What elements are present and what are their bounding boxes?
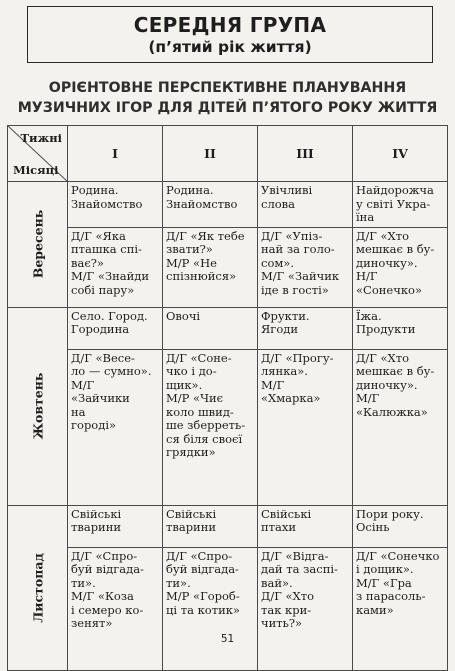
game-line: «Калюжка»: [356, 404, 428, 419]
topic-cell: [258, 182, 353, 228]
topic-line: Свійські: [166, 506, 217, 521]
game-line: М/Г: [261, 377, 285, 392]
topic-line: їна: [356, 210, 375, 224]
game-line: Д/Г «Весе-: [71, 350, 135, 365]
topic-cell: [353, 182, 448, 228]
topic-line: Свійські: [261, 506, 312, 521]
game-line: спізнюйся»: [166, 269, 237, 283]
game-line: Д/Г «Соне-: [166, 350, 232, 365]
topic-line: Найдорожча: [356, 183, 434, 197]
game-line: М/Р «Гороб-: [166, 589, 240, 603]
games-cell: [258, 547, 353, 670]
month-cell: [8, 505, 68, 670]
game-line: іде в гості»: [261, 282, 329, 297]
topic-line: Знайомство: [71, 196, 143, 211]
topic-line: Увічливі: [261, 183, 313, 197]
topic-line: Пори року.: [356, 506, 424, 521]
games-row: [8, 547, 448, 670]
game-line: ти».: [166, 575, 191, 590]
table-header-row: [8, 126, 448, 182]
month-cell: [8, 182, 68, 308]
topic-cell: [68, 182, 163, 228]
game-line: Д/Г «Упіз-: [261, 228, 323, 243]
topic-line: Родина.: [71, 183, 119, 197]
games-cell: [353, 547, 448, 670]
game-line: диночку».: [356, 377, 418, 392]
game-line: грядки»: [166, 445, 216, 459]
game-line: чко і до-: [166, 364, 217, 378]
game-line: Д/Г «Спро-: [71, 548, 138, 563]
games-cell: [68, 547, 163, 670]
topic-cell: [163, 307, 258, 349]
game-line: сом».: [261, 255, 295, 270]
topic-line: Свійські: [71, 506, 122, 521]
games-cell: [353, 227, 448, 307]
topic-line: тварини: [71, 520, 122, 534]
topic-line: Фрукти.: [261, 308, 310, 323]
topic-cell: [258, 505, 353, 547]
game-line: ся біля своєї: [166, 431, 243, 446]
game-line: ше зберреть-: [166, 418, 246, 432]
game-line: коло швид-: [166, 404, 234, 419]
topic-line: Село. Город.: [71, 308, 148, 323]
game-line: диночку».: [356, 255, 418, 270]
plan-heading: [0, 78, 455, 118]
plan-heading-line-2: МУЗИЧНИХ ІГОР ДЛЯ ДІТЕЙ П’ЯТОГО РОКУ ЖИТТЯ: [17, 100, 438, 116]
topic-line: Осінь: [356, 520, 390, 534]
game-line: М/Г «Гра: [356, 575, 412, 590]
topic-line: Ягоди: [261, 322, 298, 336]
game-line: М/Г: [71, 377, 95, 392]
topic-line: птахи: [261, 520, 297, 534]
month-cell: [8, 307, 68, 505]
game-line: Д/Г «Сонечко: [356, 548, 440, 563]
section-title: СЕРЕДНЯ ГРУПА: [133, 13, 327, 37]
game-line: Д/Г «Відга-: [261, 548, 329, 563]
game-line: і семеро ко-: [71, 602, 144, 617]
game-line: Д/Г «Прогу-: [261, 350, 334, 365]
topic-row: [8, 307, 448, 349]
game-line: мешкає в бу-: [356, 364, 435, 378]
game-line: ками»: [356, 602, 394, 617]
game-line: з парасоль-: [356, 589, 426, 603]
games-row: [8, 349, 448, 505]
games-cell: [163, 349, 258, 505]
week-header: III: [258, 126, 353, 182]
game-line: Д/Г «Хто: [261, 589, 315, 603]
game-line: лянка».: [261, 364, 308, 378]
month-label: Листопад: [30, 552, 45, 623]
game-line: городі»: [71, 418, 117, 432]
topic-line: у світі Укра-: [356, 196, 431, 211]
topic-row: [8, 505, 448, 547]
game-line: вай».: [261, 575, 293, 590]
game-line: щик».: [166, 377, 203, 392]
game-line: Н/Г: [356, 269, 378, 283]
game-line: буй відгада-: [166, 562, 239, 576]
game-line: ти».: [71, 575, 96, 590]
corner-cell: [8, 126, 68, 182]
game-line: на: [71, 404, 86, 419]
game-line: М/Г «Зайчик: [261, 269, 340, 283]
game-line: «Сонечко»: [356, 282, 422, 297]
games-plan-table: [7, 125, 448, 671]
topic-cell: [353, 505, 448, 547]
games-cell: [258, 227, 353, 307]
game-line: ло — сумно».: [71, 364, 152, 378]
game-line: М/Г «Знайди: [71, 269, 150, 283]
week-header: II: [163, 126, 258, 182]
game-line: так кри-: [261, 602, 312, 617]
topic-line: тварини: [166, 520, 217, 534]
page-number: 51: [220, 633, 235, 645]
game-line: ці та котик»: [166, 602, 240, 617]
month-label: Вересень: [30, 210, 45, 279]
week-header: I: [68, 126, 163, 182]
topic-cell: [353, 307, 448, 349]
topic-cell: [68, 505, 163, 547]
games-cell: [163, 547, 258, 670]
games-cell: [163, 227, 258, 307]
game-line: мешкає в бу-: [356, 242, 435, 256]
game-line: пташка спі-: [71, 242, 142, 256]
topic-cell: [258, 307, 353, 349]
corner-months-label: Місяці: [13, 163, 59, 177]
topic-row: [8, 182, 448, 228]
week-header: IV: [353, 126, 448, 182]
game-line: звати?»: [166, 242, 213, 256]
game-line: «Хмарка»: [261, 391, 321, 405]
game-line: М/Р «Чиє: [166, 391, 224, 405]
game-line: «Зайчики: [71, 391, 130, 405]
corner-weeks-label: Тижні: [20, 131, 62, 145]
topic-line: Городина: [71, 322, 130, 336]
game-line: Д/Г «Яка: [71, 228, 126, 243]
game-line: дай та заспі-: [261, 562, 338, 576]
topic-line: слова: [261, 196, 296, 211]
game-line: М/Г: [356, 391, 380, 405]
section-subtitle: (п’ятий рік життя): [148, 38, 312, 56]
game-line: ває?»: [71, 255, 104, 270]
game-line: зенят»: [71, 616, 113, 630]
games-cell: [258, 349, 353, 505]
plan-heading-line-1: ОРІЄНТОВНЕ ПЕРСПЕКТИВНЕ ПЛАНУВАННЯ: [48, 80, 407, 96]
games-cell: [353, 349, 448, 505]
topic-cell: [163, 505, 258, 547]
game-line: М/Г «Коза: [71, 589, 134, 603]
game-line: М/Р «Не: [166, 255, 217, 270]
game-line: і дощик».: [356, 562, 414, 576]
section-header: [27, 6, 433, 63]
month-label: Жовтень: [30, 372, 45, 440]
game-line: Д/Г «Як тебе: [166, 228, 245, 243]
game-line: буй відгада-: [71, 562, 144, 576]
games-cell: [68, 227, 163, 307]
game-line: чить?»: [261, 616, 303, 630]
game-line: Д/Г «Спро-: [166, 548, 233, 563]
topic-cell: [163, 182, 258, 228]
game-line: собі пару»: [71, 282, 135, 297]
topic-cell: [68, 307, 163, 349]
games-cell: [68, 349, 163, 505]
topic-line: Родина.: [166, 183, 214, 197]
game-line: Д/Г «Хто: [356, 228, 410, 243]
topic-line: Знайомство: [166, 196, 238, 211]
games-row: [8, 227, 448, 307]
game-line: най за голо-: [261, 242, 335, 256]
topic-line: Їжа. Продукти: [356, 308, 416, 336]
game-line: Д/Г «Хто: [356, 350, 410, 365]
topic-line: Овочі: [166, 308, 201, 323]
